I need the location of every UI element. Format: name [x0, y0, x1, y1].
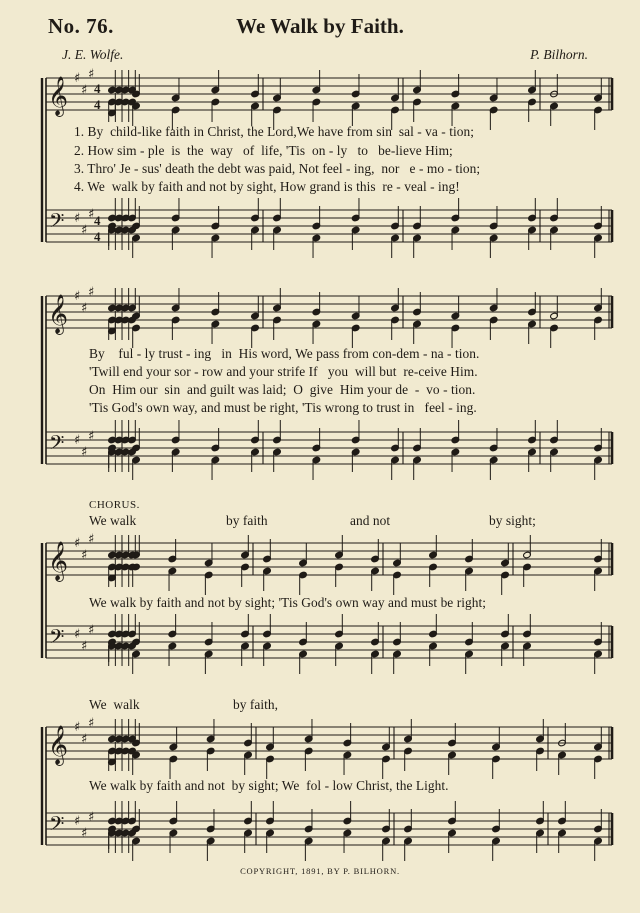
verse-1-line-b: By ful - ly trust - ing in His word, We pass from con-dem - na - tion.: [89, 346, 480, 361]
treble-clef: 𝄞: [48, 75, 69, 116]
hymn-title: We Walk by Faith.: [236, 14, 404, 38]
sharp-sign: ♯: [81, 826, 88, 841]
bass-clef: 𝄢: [49, 624, 65, 653]
sharp-sign: ♯: [74, 433, 81, 448]
sharp-sign: ♯: [81, 548, 88, 563]
bass-clef: 𝄢: [49, 811, 65, 840]
verse-3-line-b: On Him our sin and guilt was laid; O give Him your de - vo - tion.: [89, 382, 476, 397]
chorus-treble-word: We walk: [89, 697, 140, 712]
verse-4-line-b: 'Tis God's own way, and must be right, 'Tis wrong to trust in feel - ing.: [89, 400, 477, 415]
lyricist: J. E. Wolfe.: [62, 47, 124, 62]
chorus-bass-line-1: We walk by faith and not by sight; 'Tis God's own way and must be right;: [89, 595, 487, 610]
sharp-sign: ♯: [74, 71, 81, 86]
chorus-treble-word: by faith: [226, 513, 268, 528]
copyright-notice: COPYRIGHT, 1891, BY P. BILHORN.: [240, 866, 400, 876]
sharp-sign: ♯: [81, 301, 88, 316]
verse-4-line-a: 4. We walk by faith and not by sight, How grand is this re - veal - ing!: [74, 179, 460, 194]
sharp-sign: ♯: [74, 211, 81, 226]
time-signature: 4: [94, 81, 101, 96]
sharp-sign: ♯: [88, 716, 95, 731]
treble-clef: 𝄞: [48, 540, 69, 581]
chorus-treble-word: by sight;: [489, 513, 536, 528]
sharp-sign: ♯: [88, 207, 95, 222]
verse-3-line-a: 3. Thro' Je - sus' death the debt was paid, Not feel - ing, nor e - mo - tion;: [74, 161, 481, 176]
sharp-sign: ♯: [88, 67, 95, 82]
sharp-sign: ♯: [74, 720, 81, 735]
sharp-sign: ♯: [74, 289, 81, 304]
chorus-bass-line-2: We walk by faith and not by sight; We fol - low Christ, the Light.: [89, 778, 449, 793]
chorus-treble-word: and not: [350, 513, 391, 528]
sharp-sign: ♯: [88, 429, 95, 444]
verse-2-line-a: 2. How sim - ple is the way of life, 'Tis on - ly to be-lieve Him;: [74, 143, 453, 158]
sharp-sign: ♯: [88, 285, 95, 300]
verse-1-line-a: 1. By child-like faith in Christ, the Lord,We have from sin sal - va - tion;: [74, 124, 474, 139]
sharp-sign: ♯: [81, 223, 88, 238]
bass-clef: 𝄢: [49, 430, 65, 459]
sharp-sign: ♯: [81, 732, 88, 747]
sharp-sign: ♯: [74, 814, 81, 829]
sharp-sign: ♯: [81, 639, 88, 654]
treble-clef: 𝄞: [48, 724, 69, 765]
chorus-label: CHORUS.: [89, 499, 140, 511]
bass-clef: 𝄢: [49, 208, 65, 237]
sharp-sign: ♯: [81, 83, 88, 98]
sharp-sign: ♯: [88, 532, 95, 547]
sharp-sign: ♯: [81, 445, 88, 460]
treble-clef: 𝄞: [48, 293, 69, 334]
time-signature: 4: [94, 229, 101, 244]
sharp-sign: ♯: [74, 536, 81, 551]
time-signature: 4: [94, 213, 101, 228]
time-signature: 4: [94, 97, 101, 112]
composer: P. Bilhorn.: [530, 47, 588, 62]
chorus-treble-word: We walk: [89, 513, 137, 528]
sharp-sign: ♯: [74, 627, 81, 642]
sharp-sign: ♯: [88, 623, 95, 638]
hymn-number: No. 76.: [48, 14, 114, 38]
chorus-treble-word: by faith,: [233, 697, 279, 712]
sharp-sign: ♯: [88, 810, 95, 825]
verse-2-line-b: 'Twill end your sor - row and your strife If you will but re-ceive Him.: [89, 364, 478, 379]
